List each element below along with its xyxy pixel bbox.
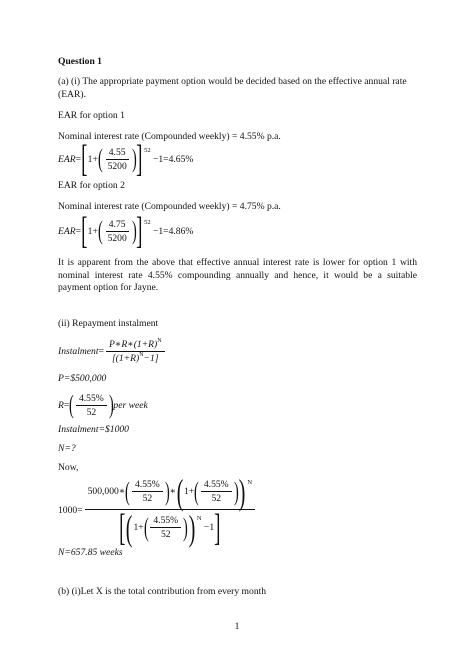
- p-value: P=$500,000: [58, 373, 107, 384]
- part-a-i: (a) (i) The appropriate payment option would be decided based on the effective annual rate (EAR).: [58, 76, 407, 100]
- ear-symbol: EAR: [58, 153, 76, 165]
- r-equation: R = ( $\frac{4.55\%}{52}$ ) per week: [58, 390, 148, 419]
- n-result: N=657.85 weeks: [58, 547, 123, 558]
- instalment-formula: Instalment = $\frac{P∗R∗(1+R)^N}{[(1+R)^N-1]}$: [58, 336, 167, 366]
- question-heading: Question 1: [58, 56, 102, 67]
- part-a-ii-heading: (ii) Repayment instalment: [58, 318, 159, 329]
- ear-option2-result: 4.86%: [168, 225, 194, 237]
- option2-label: EAR for option 2: [58, 180, 125, 191]
- part-b-i-text: (b) (i)Let X is the total contribution from every month: [58, 586, 267, 597]
- option1-nominal: Nominal interest rate (Compounded weekly) = 4.55% p.a.: [58, 131, 281, 142]
- ear-option2-equation: EAR = [ 1+ ( $\frac{4.75}{5200}$ ) ] 52 −1= 4.86%: [58, 210, 194, 252]
- page-number: 1: [234, 621, 240, 632]
- r-fraction: $\frac{4.55\%}{52}$: [76, 393, 107, 418]
- rate-fraction: $\frac{4.55}{5200}$: [107, 146, 127, 172]
- rate-fraction: $\frac{4.75}{5200}$: [107, 218, 127, 244]
- ear-option1-result: 4.65%: [168, 153, 194, 165]
- part-a-i-text: [58, 76, 410, 101]
- ear-symbol: EAR: [58, 225, 76, 237]
- ear-option1-equation: EAR = [ 1+ ( $\frac{4.55}{5200}$ ) ] 52 −1= 4.65%: [58, 138, 194, 180]
- n-unknown: N=?: [58, 443, 76, 454]
- now-text: Now,: [58, 462, 79, 473]
- instalment-fraction: $\frac{P∗R∗(1+R)^N}{[(1+R)^N-1]}$: [106, 339, 165, 364]
- solve-n-equation: 1000 = 500,000 ∗ ( $\frac{4.55\%}{52}$ ) ∗ ( 1+ ( $\frac{4.55\%}{52}$ ) ) N [ ( 1+ ( $\frac{4.55\%}{52}$ ) ) N −1 ]: [58, 478, 257, 542]
- instalment-value: Instalment=$1000: [58, 424, 129, 435]
- conclusion-paragraph: It is apparent from the above that effective annual interest rate is lower for option 1 with nominal interest rate 4.55% compounding annually and hence, it would be a suitable payment option for Jayne.: [58, 257, 417, 294]
- option2-nominal: Nominal interest rate (Compounded weekly) = 4.75% p.a.: [58, 201, 281, 212]
- big-fraction: 500,000 ∗ ( $\frac{4.55\%}{52}$ ) ∗ ( 1+ ( $\frac{4.55\%}{52}$ ) ) N [ ( 1+ ( $\frac{4.55\%}{52}$ ) ) N −1 ]: [85, 477, 255, 544]
- option1-label: EAR for option 1: [58, 110, 125, 121]
